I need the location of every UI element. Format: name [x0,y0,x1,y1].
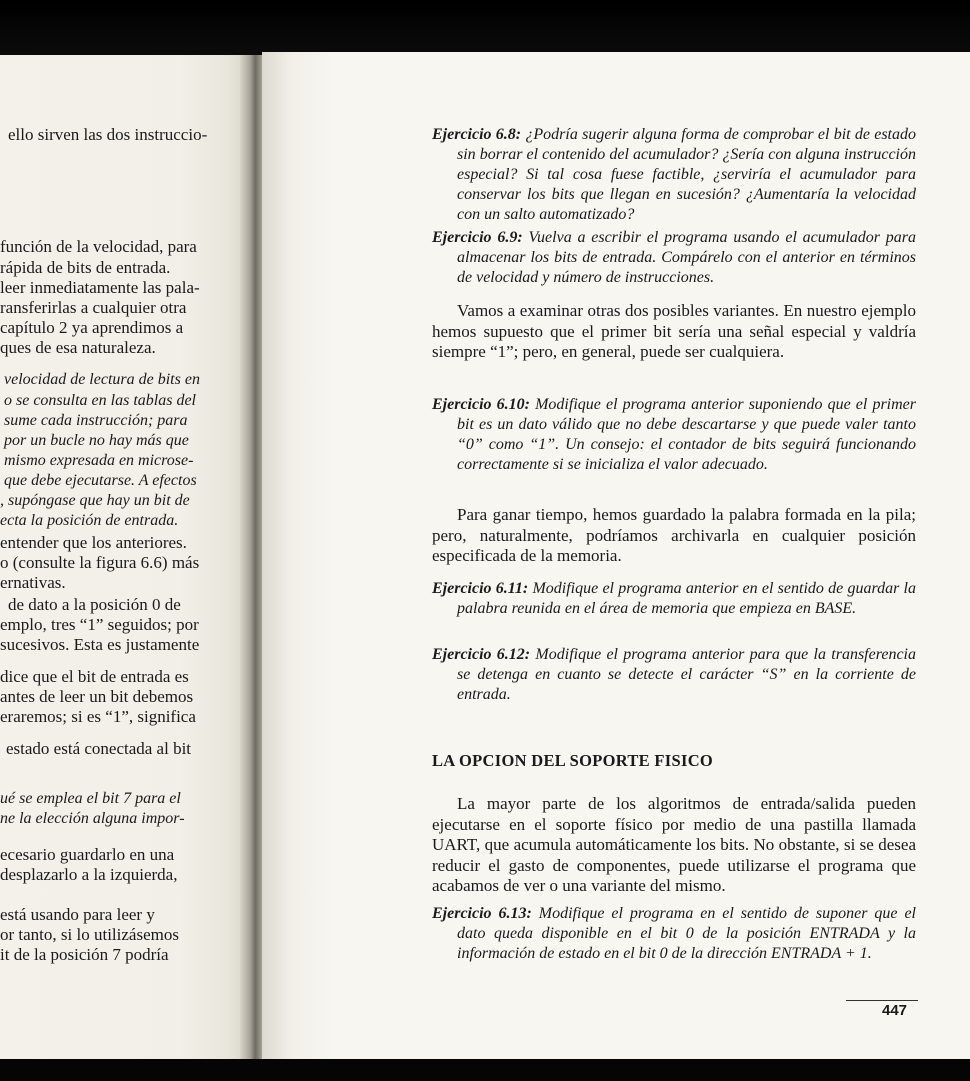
left-page-line: leer inmediatamente las pala- [0,278,200,297]
left-page-line: que debe ejecutarse. A efectos [4,472,197,489]
left-page-line: velocidad de lectura de bits en [4,371,200,388]
left-page-line: eraremos; si es “1”, significa [0,707,196,726]
body-paragraph: Vamos a examinar otras dos posibles variantes. En nuestro ejemplo hemos supuesto que el primer bit sería una señal especial y valdría siempre “1”; pero, en general, puede ser cualquiera. [432,301,916,361]
left-page-line: sucesivos. Esta es justamente [0,635,200,654]
exercise-6-10 [432,395,916,475]
left-page-line: ué se emplea el bit 7 para el [0,790,181,807]
exercise-text: ¿Podría sugerir alguna forma de comprobar el bit de estado sin borrar el contenido del acumulador? ¿Sería con alguna instrucción especial? Si tal cosa fuese factible, ¿serviría el acumulador para conservar los bits que llegan en sucesión? ¿Aumentaría la velocidad con un salto automatizado? [457,126,917,223]
exercise-text: Modifique el programa anterior en el sentido de guardar la palabra reunida en el área de memoria que empieza en BASE. [457,580,916,617]
exercise-label: Ejercicio 6.8: [432,126,522,143]
paragraph-variants [432,301,916,363]
left-page-line: ques de esa naturaleza. [0,338,156,357]
exercise-text: Modifique el programa anterior suponiendo que el primer bit es un dato válido que no debe descartarse y que puede valer tanto “0” como “1”. Un consejo: el contador de bits seguirá funcionando correctamente si se inicializa el valor adecuado. [457,396,916,473]
dark-background-top [0,0,970,55]
exercise-6-9 [432,228,916,288]
left-page-line: ransferirlas a cualquier otra [0,298,187,317]
left-page-line: rápida de bits de entrada. [0,258,171,277]
left-page-line: capítulo 2 ya aprendimos a [0,318,184,337]
page-number: 447 [882,1002,908,1019]
dark-background-bottom [0,1059,970,1081]
left-page-line: desplazarlo a la izquierda, [0,865,178,884]
exercise-text: Vuelva a escribir el programa usando el acumulador para almacenar los bits de entrada. Compárelo con el anterior en términos de velocidad y número de instrucciones. [457,229,917,286]
page-number-rule [846,1000,918,1001]
left-page-line: de dato a la posición 0 de [8,595,181,614]
left-page-line: ernativas. [0,573,66,592]
exercise-label: Ejercicio 6.11: [432,580,529,597]
left-page-line: estado está conectada al bit [6,739,192,758]
left-page-line: dice que el bit de entrada es [0,667,189,686]
exercise-text: Modifique el programa anterior para que la transferencia se detenga en cuanto se detecte el carácter “S” en la corriente de entrada. [457,646,917,703]
left-page-line: emplo, tres “1” seguidos; por [0,615,199,634]
exercise-label: Ejercicio 6.12: [432,646,531,663]
left-page-line: ecta la posición de entrada. [0,512,179,529]
left-page-line: ello sirven las dos instruccio- [8,125,208,144]
left-page-line: ecesario guardarlo en una [0,845,175,864]
left-page-line: está usando para leer y [0,905,155,924]
left-page-line: función de la velocidad, para [0,237,197,256]
exercise-text: Modifique el programa en el sentido de suponer que el dato queda disponible en el bit 0 de la posición ENTRADA y la información de estado en el bit 0 de la dirección ENTRADA + 1. [457,905,916,962]
section-heading: LA OPCION DEL SOPORTE FISICO [432,751,714,770]
body-paragraph: La mayor parte de los algoritmos de entrada/salida pueden ejecutarse en el soporte físico por medio de una pastilla llamada UART, que acumula automáticamente los bits. No obstante, si se desea reducir el gasto de componentes, puede utilizarse el programa que acabamos de ver o una variante del mismo. [432,794,916,895]
left-page-line: entender que los anteriores. [0,533,187,552]
exercise-label: Ejercicio 6.10: [432,396,530,413]
body-paragraph: Para ganar tiempo, hemos guardado la palabra formada en la pila; pero, naturalmente, podríamos archivarla en cualquier posición especificada de la memoria. [432,505,916,565]
left-page [0,55,258,1061]
left-page-line: , supóngase que hay un bit de [0,492,190,509]
left-page-line: por un bucle no hay más que [4,432,189,449]
left-page-line: o se consulta en las tablas del [4,392,196,409]
left-page-line: sume cada instrucción; para [4,412,188,429]
paragraph-uart [432,794,916,897]
exercise-6-11 [432,579,916,619]
exercise-label: Ejercicio 6.9: [432,229,523,246]
exercise-6-13 [432,904,916,964]
left-page-line: it de la posición 7 podría [0,945,169,964]
left-page-line: or tanto, si lo utilizásemos [0,925,179,944]
exercise-6-12 [432,645,916,705]
exercise-label: Ejercicio 6.13: [432,905,532,922]
exercise-6-8 [432,125,916,225]
right-page [262,52,970,1061]
left-page-line: o (consulte la figura 6.6) más [0,553,200,572]
section-heading-block [432,751,916,771]
left-page-line: antes de leer un bit debemos [0,687,194,706]
left-page-line: ne la elección alguna impor- [0,810,185,827]
paragraph-stack [432,505,916,567]
left-page-line: mismo expresada en microse- [4,452,194,469]
